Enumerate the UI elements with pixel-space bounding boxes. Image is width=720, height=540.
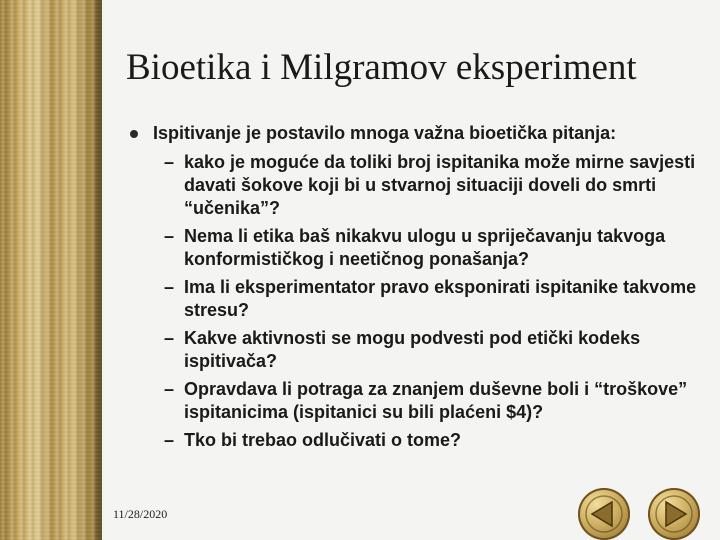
bullet-dot-icon bbox=[130, 130, 138, 138]
dash-marker: – bbox=[164, 430, 175, 450]
sub-bullet-text: Tko bi trebao odlučivati o tome? bbox=[184, 430, 462, 450]
previous-slide-button[interactable] bbox=[578, 488, 630, 540]
sub-bullet-list bbox=[164, 151, 708, 452]
slide-content bbox=[128, 122, 708, 457]
sub-bullet-text: Ima li eksperimentator pravo eksponirati ispitanike takvome stresu? bbox=[184, 277, 697, 320]
sub-bullet-text: kako je moguće da toliki broj ispitanika može mirne savjesti davati šokove koji bi u stvarnoj situaciji doveli do smrti “učenika”? bbox=[184, 152, 696, 218]
slide-title: Bioetika i Milgramov eksperiment bbox=[126, 47, 637, 88]
sub-bullet bbox=[164, 225, 708, 271]
arrow-right-icon bbox=[648, 488, 700, 540]
sub-bullet bbox=[164, 429, 708, 452]
dash-marker: – bbox=[164, 328, 175, 348]
sub-bullet bbox=[164, 151, 708, 220]
sub-bullet-text: Nema li etika baš nikakvu ulogu u spriječavanju takvoga konformističkog i neetičnog ponašanja? bbox=[184, 226, 666, 269]
slide-date: 11/28/2020 bbox=[113, 507, 168, 521]
sub-bullet-text: Kakve aktivnosti se mogu podvesti pod etički kodeks ispitivača? bbox=[184, 328, 641, 371]
dash-marker: – bbox=[164, 277, 175, 297]
main-bullet-text: Ispitivanje je postavilo mnoga važna bioetička pitanja: bbox=[153, 123, 617, 143]
dash-marker: – bbox=[164, 226, 175, 246]
arrow-left-icon bbox=[578, 488, 630, 540]
dash-marker: – bbox=[164, 152, 175, 172]
sub-bullet bbox=[164, 378, 708, 424]
sub-bullet bbox=[164, 276, 708, 322]
decorative-gold-sidebar bbox=[0, 0, 102, 540]
dash-marker: – bbox=[164, 379, 175, 399]
main-bullet bbox=[128, 122, 708, 145]
next-slide-button[interactable] bbox=[648, 488, 700, 540]
sub-bullet-text: Opravdava li potraga za znanjem duševne boli i “troškove” ispitanicima (ispitanici su bili plaćeni $4)? bbox=[184, 379, 688, 422]
sub-bullet bbox=[164, 327, 708, 373]
